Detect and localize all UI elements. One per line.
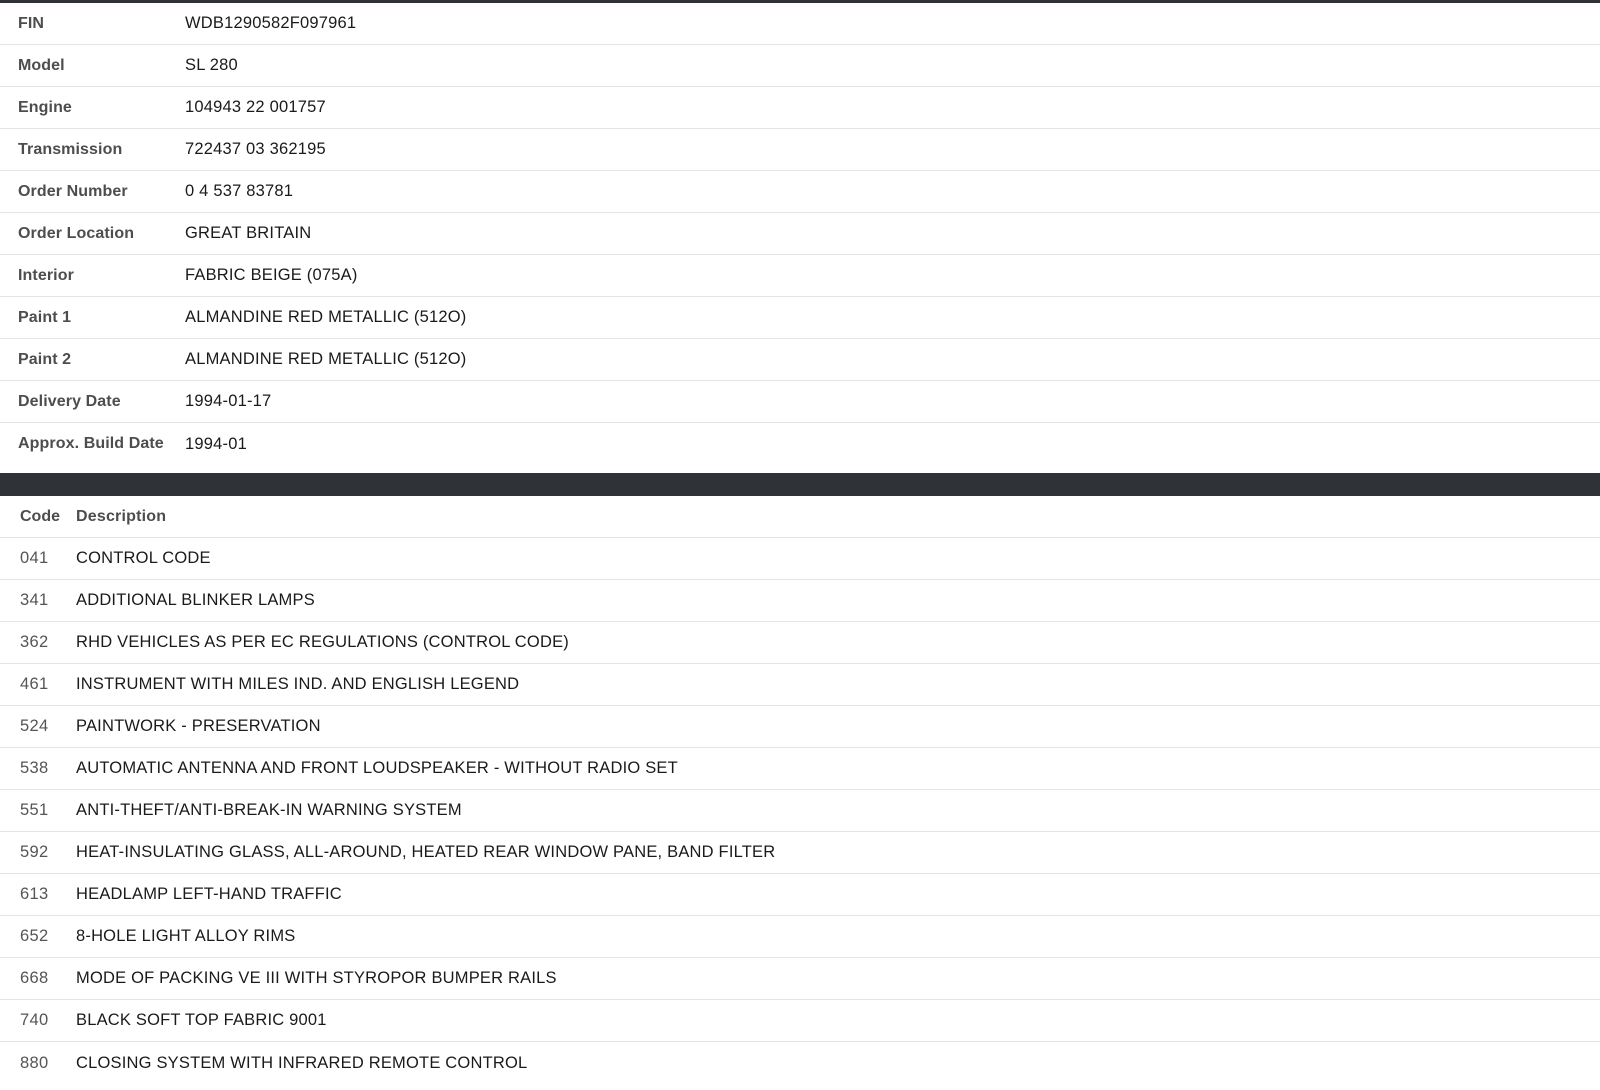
option-code-row: [0, 538, 1600, 580]
vehicle-info-row-engine: [0, 87, 1600, 129]
option-code-row: [0, 790, 1600, 832]
field-value: 1994-01: [185, 434, 247, 453]
option-code: 613: [20, 885, 49, 903]
field-label: Paint 1: [18, 308, 72, 326]
option-code-row: [0, 664, 1600, 706]
option-description: PAINTWORK - PRESERVATION: [76, 717, 321, 735]
option-description: ADDITIONAL BLINKER LAMPS: [76, 591, 315, 609]
option-codes-table: [0, 496, 1600, 1084]
option-code-row: [0, 874, 1600, 916]
option-code: 551: [20, 801, 49, 819]
option-description: ANTI-THEFT/ANTI-BREAK-IN WARNING SYSTEM: [76, 801, 462, 819]
option-code-row: [0, 706, 1600, 748]
field-label: Approx. Build Date: [18, 435, 164, 452]
vehicle-info-row-delivery-date: [0, 381, 1600, 423]
option-code-row: [0, 916, 1600, 958]
vehicle-info-table: [0, 0, 1600, 465]
option-code: 041: [20, 549, 49, 567]
field-value: GREAT BRITAIN: [185, 224, 312, 242]
vehicle-info-row-interior: [0, 255, 1600, 297]
section-divider-bar: [0, 473, 1600, 496]
vehicle-info-row-build-date: [0, 423, 1600, 465]
field-label: Transmission: [18, 140, 123, 158]
vehicle-info-row-model: [0, 45, 1600, 87]
option-description: CONTROL CODE: [76, 549, 211, 567]
field-label: Order Number: [18, 182, 128, 200]
option-code-row: [0, 748, 1600, 790]
option-code: 538: [20, 759, 49, 777]
option-code: 880: [20, 1053, 49, 1072]
vehicle-info-row-order-number: [0, 171, 1600, 213]
option-code-row: [0, 958, 1600, 1000]
vehicle-info-row-fin: [0, 3, 1600, 45]
field-label: Engine: [18, 98, 72, 116]
vehicle-info-row-paint-1: [0, 297, 1600, 339]
option-description: HEADLAMP LEFT-HAND TRAFFIC: [76, 885, 342, 903]
field-value: 1994-01-17: [185, 392, 272, 410]
field-value: ALMANDINE RED METALLIC (512O): [185, 350, 467, 368]
option-codes-header-row: [0, 496, 1600, 538]
field-label: Model: [18, 56, 65, 74]
option-description: RHD VEHICLES AS PER EC REGULATIONS (CONTROL CODE): [76, 633, 569, 651]
option-description: MODE OF PACKING VE III WITH STYROPOR BUMPER RAILS: [76, 969, 557, 987]
option-code: 341: [20, 591, 49, 609]
field-label: Paint 2: [18, 350, 72, 368]
option-code: 740: [20, 1011, 49, 1029]
option-description: AUTOMATIC ANTENNA AND FRONT LOUDSPEAKER - WITHOUT RADIO SET: [76, 759, 678, 777]
field-value: WDB1290582F097961: [185, 14, 357, 32]
field-label: FIN: [18, 14, 45, 32]
field-value: 104943 22 001757: [185, 98, 326, 116]
option-code: 668: [20, 969, 49, 987]
field-label: Delivery Date: [18, 392, 121, 410]
field-value: SL 280: [185, 56, 238, 74]
option-description: HEAT-INSULATING GLASS, ALL-AROUND, HEATED REAR WINDOW PANE, BAND FILTER: [76, 843, 776, 861]
vehicle-info-row-paint-2: [0, 339, 1600, 381]
option-code-row: [0, 1000, 1600, 1042]
option-code: 592: [20, 843, 49, 861]
description-column-header: Description: [76, 507, 167, 525]
option-description: CLOSING SYSTEM WITH INFRARED REMOTE CONTROL: [76, 1053, 528, 1072]
field-value: 722437 03 362195: [185, 140, 326, 158]
option-code: 362: [20, 633, 49, 651]
option-description: BLACK SOFT TOP FABRIC 9001: [76, 1011, 327, 1029]
vehicle-info-row-transmission: [0, 129, 1600, 171]
option-code-row: [0, 1042, 1600, 1084]
option-code-row: [0, 580, 1600, 622]
option-code-row: [0, 622, 1600, 664]
option-code: 652: [20, 927, 49, 945]
field-value: FABRIC BEIGE (075A): [185, 266, 358, 284]
field-value: 0 4 537 83781: [185, 182, 294, 200]
vehicle-info-row-order-location: [0, 213, 1600, 255]
option-description: INSTRUMENT WITH MILES IND. AND ENGLISH LEGEND: [76, 675, 520, 693]
field-label: Interior: [18, 266, 74, 284]
code-column-header: Code: [20, 507, 60, 525]
field-value: ALMANDINE RED METALLIC (512O): [185, 308, 467, 326]
field-label: Order Location: [18, 224, 135, 242]
option-description: 8-HOLE LIGHT ALLOY RIMS: [76, 927, 296, 945]
option-code-row: [0, 832, 1600, 874]
option-code: 461: [20, 675, 49, 693]
option-code: 524: [20, 717, 49, 735]
